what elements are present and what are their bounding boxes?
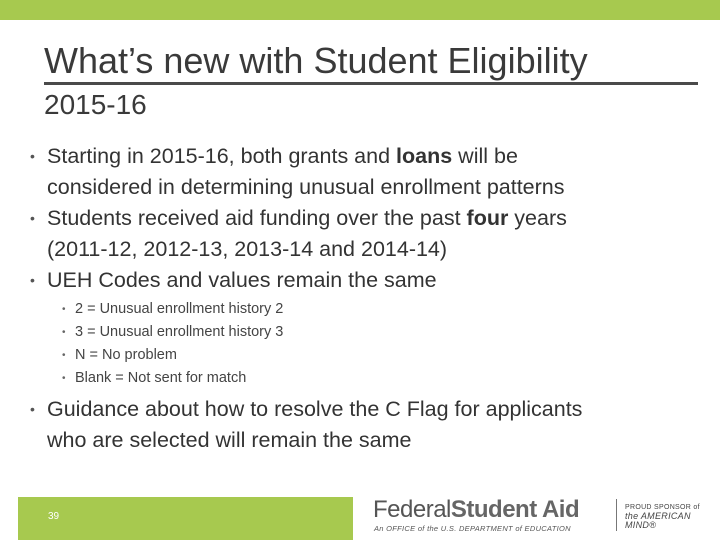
page-number: 39	[48, 511, 60, 522]
emphasis-text: loans	[396, 144, 453, 168]
bullet-marker: •	[62, 304, 66, 315]
slide-subtitle: 2015-16	[44, 89, 147, 120]
bullet-text: UEH Codes and values remain the same	[47, 268, 437, 292]
proud-sponsor-line1: PROUD SPONSOR of	[625, 504, 700, 511]
sub-bullet-text: 3 = Unusual enrollment history 3	[75, 324, 284, 340]
footer-accent-box	[18, 497, 353, 540]
slide-title: What’s new with Student Eligibility	[44, 40, 588, 81]
bullet-marker: •	[30, 210, 35, 226]
logo-federal-text: Federal	[373, 496, 451, 523]
title-divider	[44, 82, 698, 85]
logo-divider	[616, 499, 617, 531]
logo-student-aid-text: Student Aid	[450, 496, 580, 523]
sub-bullet-text: N = No problem	[75, 347, 177, 363]
bullet-text: Starting in 2015-16, both grants and loans will be considered in determining unusual enrollment patterns	[47, 144, 565, 199]
proud-sponsor-logo	[625, 503, 720, 530]
sub-bullet-text: 2 = Unusual enrollment history 2	[75, 301, 284, 317]
sub-bullet-text: Blank = Not sent for match	[75, 370, 247, 386]
bullet-text: Guidance about how to resolve the C Flag for applicants who are selected will remain the same	[47, 397, 583, 452]
bullet-marker: •	[30, 401, 35, 417]
bullet-marker: •	[62, 327, 66, 338]
logo-tagline: An OFFICE of the U.S. DEPARTMENT of EDUCATION	[374, 524, 571, 533]
emphasis-text: four	[466, 206, 509, 230]
federal-student-aid-logo	[373, 496, 613, 536]
proud-sponsor-line2: the AMERICAN MIND®	[625, 511, 691, 530]
top-accent-bar	[0, 0, 720, 20]
bullet-text: Students received aid funding over the past four years (2011-12, 2012-13, 2013-14 and 2014-14)	[47, 206, 567, 261]
bullet-marker: •	[30, 272, 35, 288]
bullet-marker: •	[62, 350, 66, 361]
bullet-marker: •	[62, 373, 66, 384]
bullet-marker: •	[30, 148, 35, 164]
